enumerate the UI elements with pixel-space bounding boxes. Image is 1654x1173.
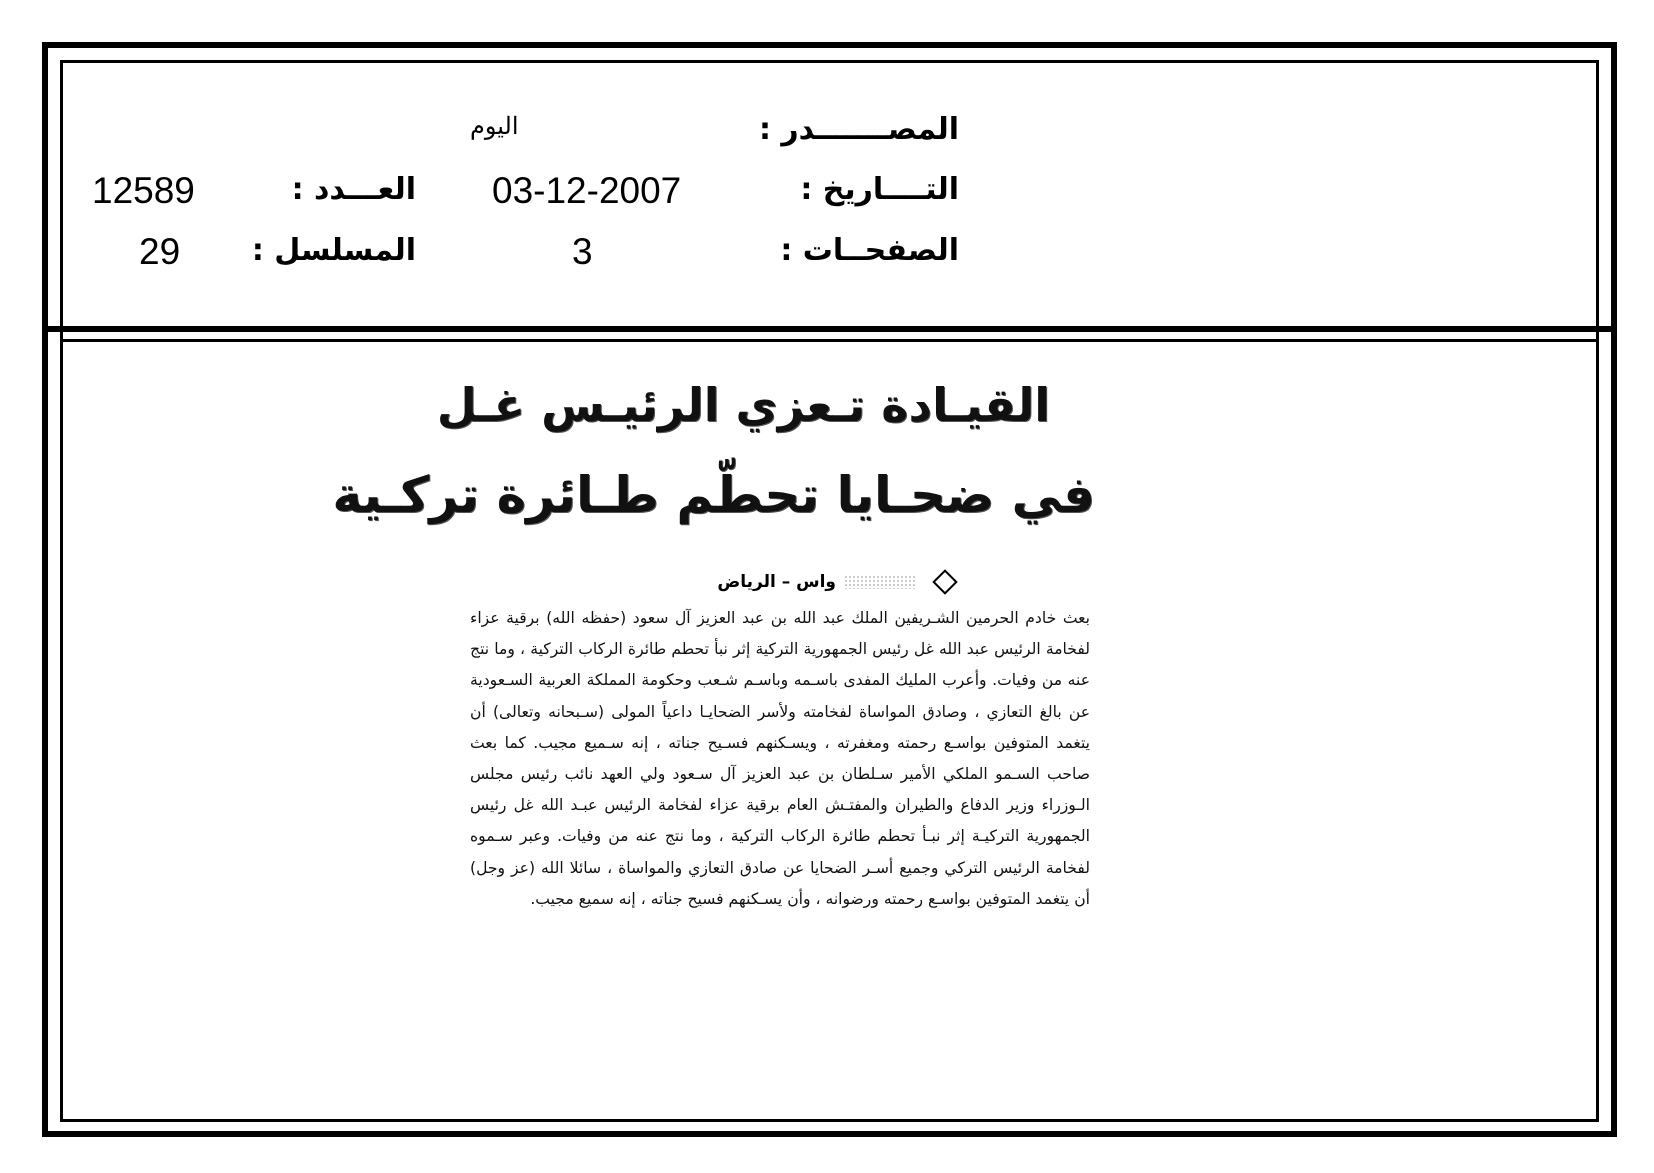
- serial-value: 29: [139, 231, 181, 272]
- dateline-diamond-icon: [932, 569, 957, 594]
- dateline-dots: [844, 575, 916, 589]
- date-label: التــــاريخ :: [800, 172, 959, 207]
- dateline: [717, 572, 954, 592]
- source-value: اليوم: [470, 112, 519, 140]
- article-body: [470, 603, 1090, 915]
- date-value: 03-12-2007: [492, 170, 682, 211]
- dateline-text: واس – الرياض: [717, 572, 836, 592]
- header-divider-thin: [60, 339, 1599, 342]
- issue-value: 12589: [92, 170, 195, 211]
- issue-label: العـــدد :: [291, 172, 416, 207]
- serial-label: المسلسل :: [251, 233, 416, 268]
- headline-line-1: القيـادة تـعزي الرئيـس غـل: [436, 378, 1050, 432]
- pages-label: الصفحــات :: [780, 233, 959, 268]
- header-divider-thick: [42, 326, 1617, 332]
- article-paragraph: بعث خادم الحرمين الشـريفين الملك عبد الله بن عبد العزيز آل سعود (حفظه الله) برقية عزاء لفخامة الرئيس عبد الله غل رئيس الجمهورية التركية إثر نبأ تحطم طائرة الركاب التركية ، وما نتج عنه من وفيات. وأعرب المليك المفدى باسـمه وباسـم شـعب وحكومة المملكة العربية السـعودية عن بالغ التعازي ، وصادق المواساة لفخامته ولأسر الضحايـا داعياً المولى (سـبحانه وتعالى) أن يتغمد المتوفين بواسـع رحمته ومغفرته ، ويسـكنهم فسـيح جناته ، إنه سـميع مجيب. كما بعث صاحب السـمو الملكي الأمير سـلطان بن عبد العزيز آل سـعود ولي العهد نائب رئيس مجلس الـوزراء وزير الدفاع والطيران والمفتـش العام برقية عزاء لفخامة الرئيس عبـد الله غل رئيس الجمهورية التركيـة إثر نبـأ تحطم طائرة الركاب التركية ، وما نتج عنه من وفيات. وعبر سـموه لفخامة الرئيس التركي وجميع أسـر الضحايا عن صادق التعازي والمواساة ، سائلا الله (عز وجل) أن يتغمد المتوفين بواسـع رحمته ورضوانه ، وأن يسـكنهم فسيح جناته ، إنه سميع مجيب.: [470, 609, 1090, 908]
- source-label: المصـــــــدر :: [758, 112, 959, 147]
- headline-line-2: في ضحـايا تحطّم طـائرة تركـية: [332, 466, 1095, 524]
- pages-value: 3: [572, 231, 593, 272]
